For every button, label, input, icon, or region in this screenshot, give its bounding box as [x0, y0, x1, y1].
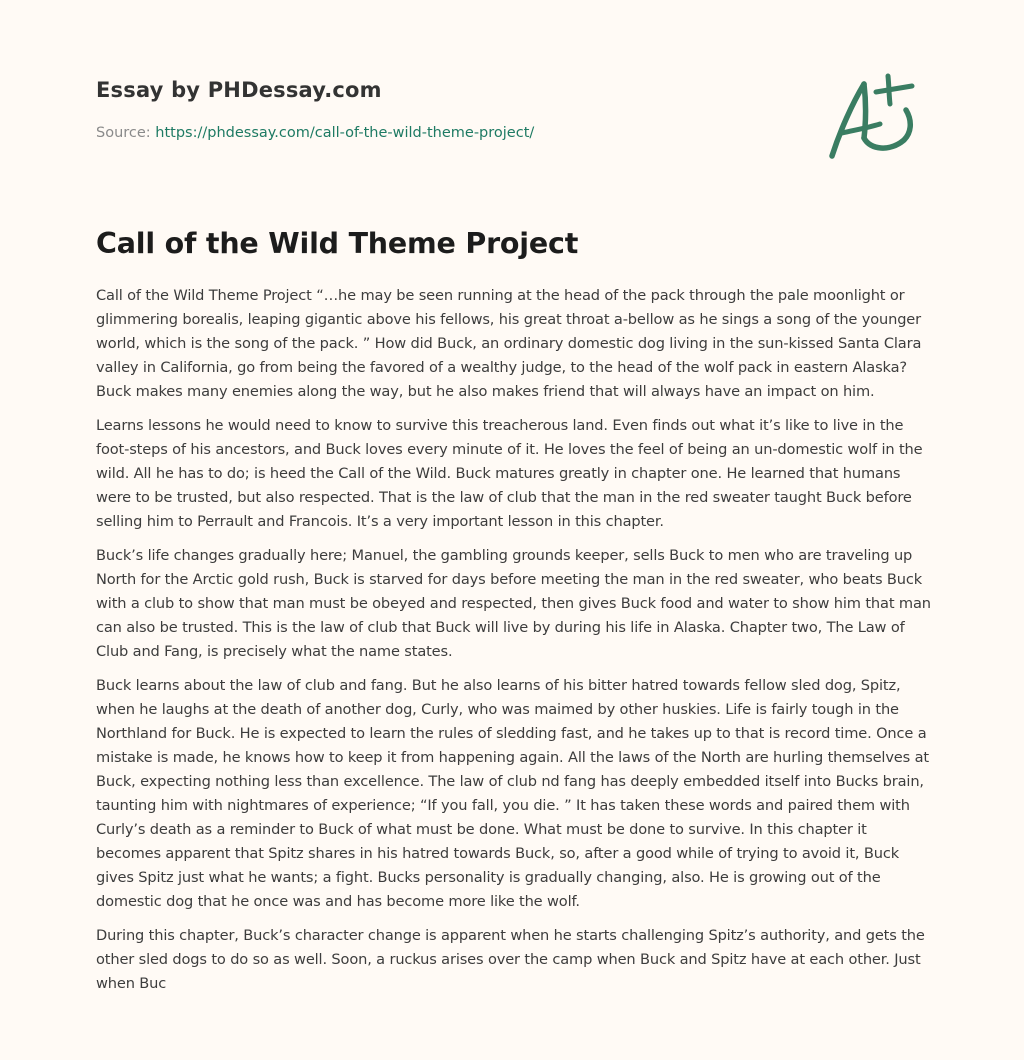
site-title: Essay by PHDessay.com — [96, 78, 382, 102]
essay-title: Call of the Wild Theme Project — [96, 227, 579, 260]
source-label: Source: — [96, 125, 151, 141]
essay-paragraph: During this chapter, Buck’s character change is apparent when he starts challenging Spitz’s authority, and gets the other sled dogs to do so as well. Soon, a ruckus arises over the camp when Buck and Spitz have at each other. Just when Buc — [96, 927, 925, 992]
essay-paragraph: Buck learns about the law of club and fang. But he also learns of his bitter hatred towards fellow sled dog, Spitz, when he laughs at the death of another dog, Curly, who was maimed by other huskies. Life is fairly tough in the Northland for Buck. He is expected to learn the rules of sledding fast, and he takes up to that is record time. Once a mistake is made, he knows how to keep it from happening again. All the laws of the North are hurling themselves at Buck, expecting nothing less than excellence. The law of club nd fang has deeply embedded itself into Bucks brain, taunting him with nightmares of experience; “If you fall, you die. ” It has taken these words and paired them with Curly’s death as a reminder to Buck of what must be done. What must be done to survive. In this chapter it becomes apparent that Spitz shares in his hatred towards Buck, so, after a good while of trying to avoid it, Buck gives Spitz just what he wants; a fight. Bucks personality is gradually changing, also. He is growing out of the domestic dog that he once was and has become more like the wolf. — [96, 677, 929, 910]
a-plus-grade-icon — [820, 66, 930, 166]
source-link[interactable]: https://phdessay.com/call-of-the-wild-theme-project/ — [155, 125, 535, 141]
essay-paragraph: Learns lessons he would need to know to survive this treacherous land. Even finds out what it’s like to live in the foot-steps of his ancestors, and Buck loves every minute of it. He loves the feel of being an un-domestic wolf in the wild. All he has to do; is heed the Call of the Wild. Buck matures greatly in chapter one. He learned that humans were to be trusted, but also respected. That is the law of club that the man in the red sweater taught Buck before selling him to Perrault and Francois. It’s a very important lesson in this chapter. — [96, 417, 923, 530]
essay-paragraph: Call of the Wild Theme Project “…he may be seen running at the head of the pack through the pale moonlight or glimmering borealis, leaping gigantic above his fellows, his great throat a-bellow as he sings a song of the younger world, which is the song of the pack. ” How did Buck, an ordinary domestic dog living in the sun-kissed Santa Clara valley in California, go from being the favored of a wealthy judge, to the head of the wolf pack in eastern Alaska? Buck makes many enemies along the way, but he also makes friend that will always have an impact on him. — [96, 287, 922, 400]
essay-paragraph: Buck’s life changes gradually here; Manuel, the gambling grounds keeper, sells Buck to men who are traveling up North for the Arctic gold rush, Buck is starved for days before meeting the man in the red sweater, who beats Buck with a club to show that man must be obeyed and respected, then gives Buck food and water to show him that man can also be trusted. This is the law of club that Buck will live by during his life in Alaska. Chapter two, The Law of Club and Fang, is precisely what the name states. — [96, 547, 931, 660]
essay-body — [96, 284, 936, 1006]
essay-header — [96, 74, 896, 144]
source-line — [96, 122, 896, 144]
